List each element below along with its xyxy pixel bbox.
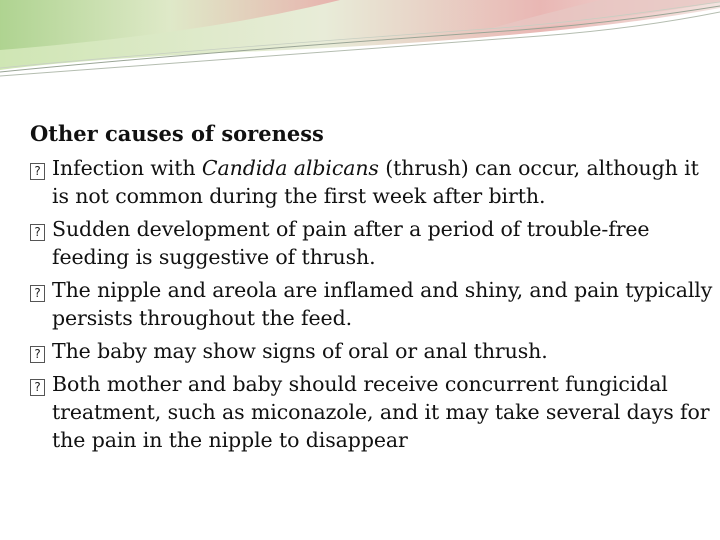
slide-heading: Other causes of soreness bbox=[30, 121, 324, 146]
bullet-item bbox=[30, 276, 715, 332]
slide-body bbox=[30, 120, 715, 459]
top-banner-decoration bbox=[0, 0, 720, 90]
bullet-box-icon: ? bbox=[30, 337, 52, 365]
bullet-text: The baby may show signs of oral or anal thrush. bbox=[52, 339, 548, 363]
bullet-text: The nipple and areola are inflamed and shiny, and pain typically persists throughout the feed. bbox=[52, 278, 713, 330]
bullet-box-icon: ? bbox=[30, 215, 52, 271]
bullet-item bbox=[30, 215, 715, 271]
bullet-item bbox=[30, 337, 715, 365]
bullet-item bbox=[30, 154, 715, 210]
bullet-text: Infection with Candida albicans (thrush) can occur, although it is not common during the first week after birth. bbox=[52, 156, 699, 208]
bullet-box-icon: ? bbox=[30, 154, 52, 210]
bullet-text: Both mother and baby should receive concurrent fungicidal treatment, such as miconazole, and it may take several days for the pain in the nipple to disappear bbox=[52, 372, 710, 452]
bullet-box-icon: ? bbox=[30, 276, 52, 332]
bullet-text: Sudden development of pain after a period of trouble-free feeding is suggestive of thrush. bbox=[52, 217, 650, 269]
bullet-item bbox=[30, 370, 715, 454]
bullet-box-icon: ? bbox=[30, 370, 52, 454]
